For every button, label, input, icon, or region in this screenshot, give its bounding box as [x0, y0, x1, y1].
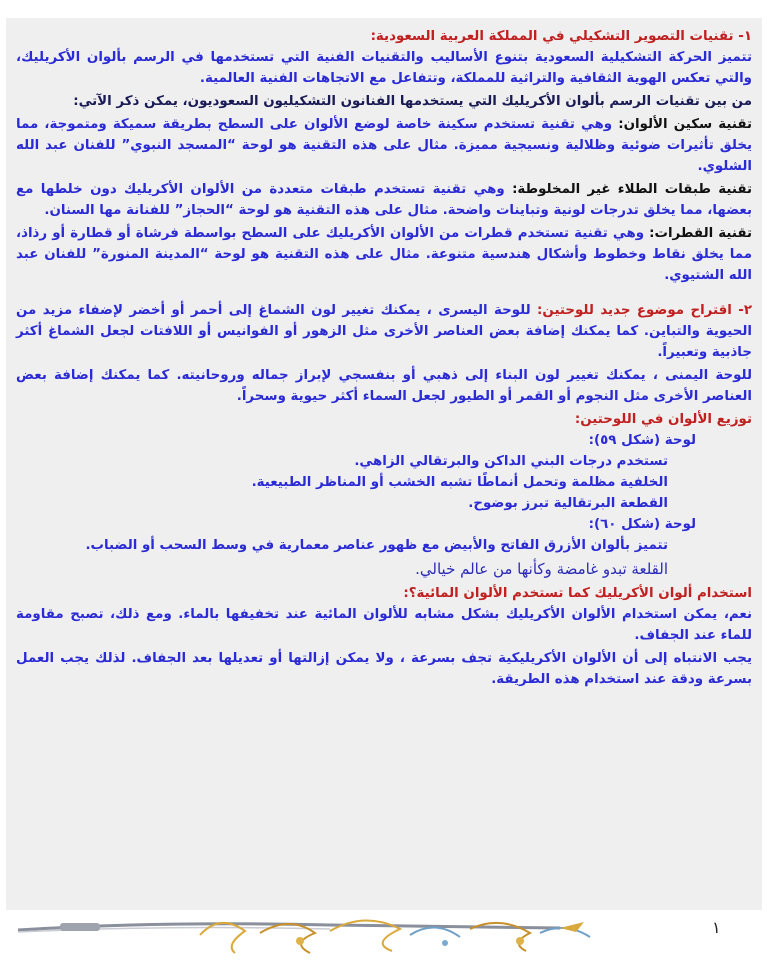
painting-label: لوحة (شكل ٦٠):	[588, 517, 696, 532]
technique-text: وهي تقنية تستخدم قطرات من الألوان الأكريليك على السطح بواسطة فرشاة أو قطارة أو رذاذ، مما يخلق نقاط وخطوط وأشكال هندسية متنوعة. مثال على هذه التقنية هو لوحة “المدينة المنورة” للفنان عبد الله الشتيوي.	[16, 226, 752, 283]
technique-name: تقنية سكين الألوان:	[618, 117, 752, 132]
technique-text: وهي تقنية تستخدم طبقات متعددة من الألوان الأكريليك دون خلطها مع بعضها، مما يخلق تدرجات لونية وتباينات واضحة. مثال على هذه التقنية هو لوحة “الحجاز” للفنانة مها السنان.	[16, 182, 752, 218]
acrylic-answer: نعم، يمكن استخدام الألوان الأكريليك بشكل مشابه للألوان المائية عند تخفيفها بالماء. ومع ذلك، تصبح مقاومة للماء عند الجفاف.	[16, 607, 752, 643]
technique-text: وهي تقنية تستخدم سكينة خاصة لوضع الألوان على السطح بطريقة سميكة ومتموجة، مما يخلق تأثيرات ضوئية وظلالية ونسيجية مميزة. مثال على هذه التقنية هو لوحة “المسجد النبوي” للفنان عبد الله الشلوي.	[16, 117, 752, 174]
section1-intro: تتميز الحركة التشكيلية السعودية بتنوع الأساليب والتقنيات الفنية التي تستخدمها في الرسم بألوان الأكريليك، والتي تعكس الهوية الثقافية والتراثية للمملكة، وتتفاعل مع الاتجاهات الفنية العالمية.	[16, 50, 752, 86]
pen-ornament-footer	[0, 905, 768, 960]
technique-name: تقنية طبقات الطلاء غير المخلوطة:	[512, 182, 752, 197]
page-number: ١	[712, 918, 721, 937]
painting-line: تتميز بألوان الأزرق الفاتح والأبيض مع ظهور عناصر معمارية في وسط السحب أو الضباب.	[85, 538, 668, 553]
document-body	[16, 26, 752, 690]
painting-line: القطعة البرتقالية تبرز بوضوح.	[468, 496, 668, 511]
technique-paragraph	[16, 223, 752, 286]
section2-title: ٢- اقتراح موضوع جديد للوحتين:	[537, 303, 752, 318]
technique-name: تقنية القطرات:	[649, 226, 752, 241]
spacer	[16, 288, 752, 300]
section1-title: ١- تقنيات التصوير التشكيلي في المملكة العربية السعودية:	[370, 29, 752, 44]
section2-right-text: للوحة اليمنى ، يمكنك تغيير لون البناء إلى ذهبي أو بنفسجي لإبراز جماله وروحانيته. كما يمكنك إضافة بعض العناصر الأخرى مثل النجوم أو القمر أو الطيور لجعل السماء أكثر حيوية وسحراً.	[16, 368, 752, 404]
section2-left-text: للوحة اليسرى ، يمكنك تغيير لون الشماغ إلى أحمر أو أخضر لإضفاء مزيد من الحيوية والتباين. كما يمكنك إضافة بعض العناصر الأخرى مثل الزهور أو الفوانيس أو اللافتات لجعل الشماغ أكثر جاذبية وتعبيراً.	[16, 303, 752, 360]
painting-line: الخلفية مظلمة وتحمل أنماطًا تشبه الخشب أو المناظر الطبيعية.	[251, 475, 668, 490]
acrylic-answer: يجب الانتباه إلى أن الألوان الأكريليكية تجف بسرعة ، ولا يمكن إزالتها أو تعديلها بعد الجفاف. لذلك يجب العمل بسرعة ودقة عند استخدام هذه الطريقة.	[16, 651, 752, 687]
section2-left-paragraph	[16, 300, 752, 363]
technique-paragraph	[16, 179, 752, 221]
painting-line: القلعة تبدو غامضة وكأنها من عالم خيالي.	[415, 560, 668, 578]
technique-paragraph	[16, 114, 752, 177]
document-page	[6, 18, 762, 910]
painting-line: تستخدم درجات البني الداكن والبرتقالي الزاهي.	[354, 454, 668, 469]
colors-title: توزيع الألوان في اللوحتين:	[574, 412, 752, 427]
painting-label: لوحة (شكل ٥٩):	[588, 433, 696, 448]
acrylic-title: استخدام ألوان الأكريليك كما تستخدم الألوان المائية؟:	[403, 586, 752, 601]
section1-lead: من بين تقنيات الرسم بألوان الأكريليك التي يستخدمها الفنانون التشكيليون السعوديون، يمكن ذكر الآتي:	[73, 94, 752, 109]
